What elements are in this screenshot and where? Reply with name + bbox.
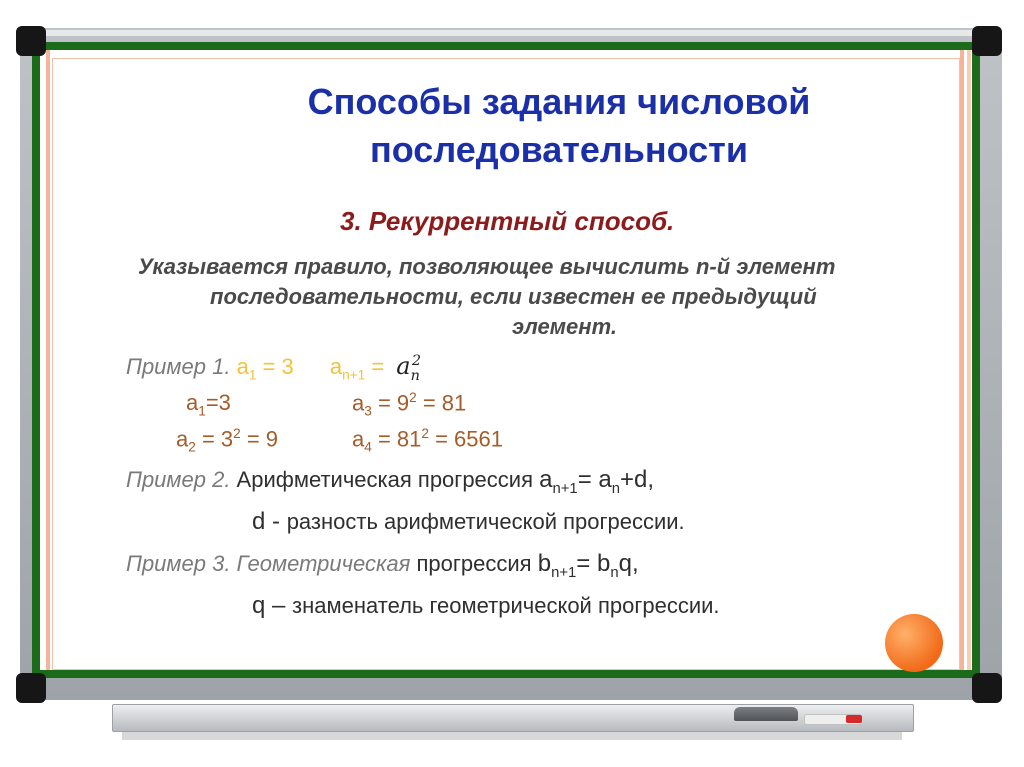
example-2-line-1 [126,466,654,497]
example-3-line-1 [126,550,639,581]
description-line-1: Указывается правило, позволяющее вычислить n-й элемент [138,254,836,279]
example-3-formula: $b_{n+1}= b_nq$, [537,550,639,581]
example-1-header [126,352,421,384]
example-2-line-2: d - разность арифметической прогрессии. [252,508,685,535]
example-1-a1-value: $a_1=3$ [186,390,231,419]
example-1-a4-value: $a_4 = 81^2 = 6561$ [352,426,503,455]
corner-top-right [972,26,1002,56]
corner-top-left [16,26,46,56]
description-line-3: элемент. [512,314,617,339]
example-2-formula: $a_{n+1}= a_n+d$, [539,466,655,497]
board-right-stripe-1 [960,50,964,670]
example-1-rule-left: $a_{n+1}$ = [329,354,391,383]
board-right-stripe-2 [967,50,971,670]
example-3-line-2: q – знаменатель геометрической прогрессии. [252,592,720,619]
page-title-line-1: Способы задания числовой [307,81,811,122]
example-1-label: Пример 1. [126,354,231,379]
chalkboard-eraser-icon [734,707,798,721]
example-3-label: Пример 3. Геометрическая [126,551,411,576]
example-2-label: Пример 2. [126,467,231,492]
orange-dot [885,614,943,672]
marker-cap [846,715,862,723]
board-frame-highlight [24,30,998,36]
page-title-line-2: последовательности [370,129,748,170]
example-1-a3-value: $a_3 = 9^2 = 81$ [352,390,467,419]
example-3-text: прогрессия [410,551,538,576]
example-1-rule-an2: $a_n^2$ [396,352,422,384]
example-1-a2-value: $a_2 = 3^2 = 9$ [176,426,279,455]
example-2-text: Арифметическая прогрессия [230,467,540,492]
board-left-stripe [46,50,50,670]
corner-bottom-left [16,673,46,703]
section-subtitle: 3. Рекуррентный способ. [340,206,675,236]
example-1-a1: $a_1 = 3$ [236,354,294,383]
corner-bottom-right [972,673,1002,703]
description-line-2: последовательности, если известен ее предыдущий [210,284,817,309]
